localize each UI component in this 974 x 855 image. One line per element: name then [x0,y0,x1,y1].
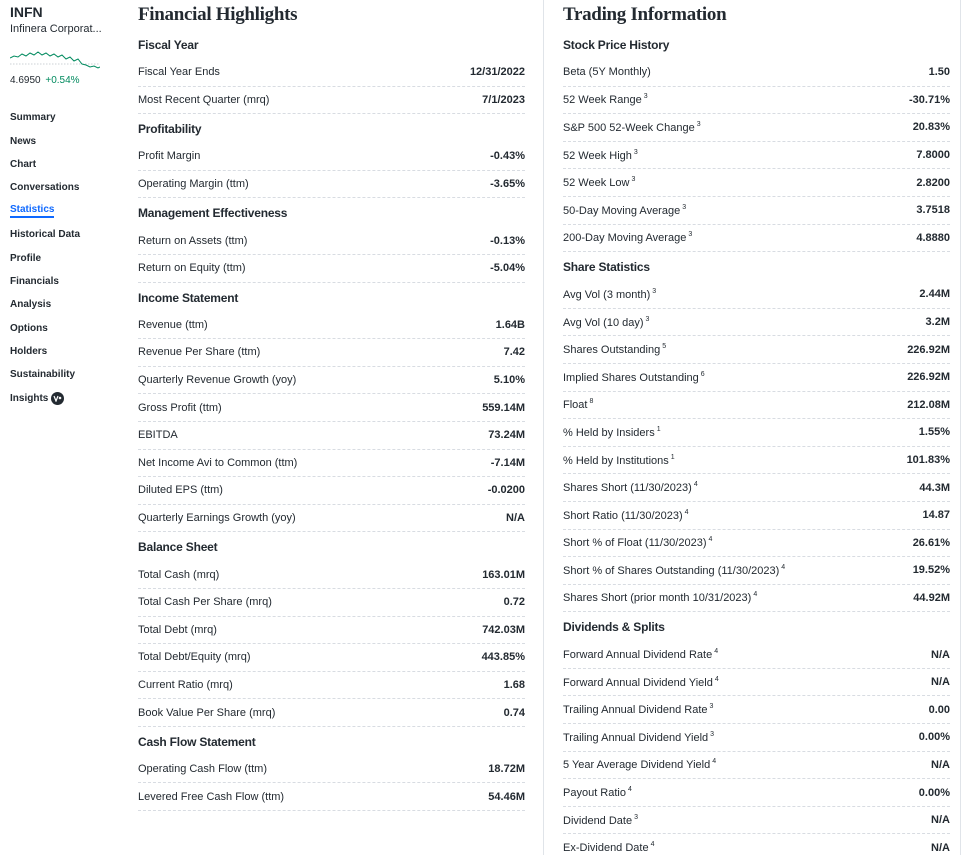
stat-label [138,178,249,190]
stat-value: 1.64B [495,318,525,331]
stat-label [138,66,220,78]
price-row [10,75,80,86]
trading-information-title: Trading Information [563,4,727,25]
stat-row-return-on-equity-ttm [138,255,525,283]
stat-label-text: Short Ratio (11/30/2023) [563,509,683,522]
stat-row-short-of-shares-outstanding-11-30-2023 [563,557,950,585]
nav-item-label: Summary [10,112,56,124]
stat-label [563,231,692,244]
stat-row-52-week-low [563,169,950,197]
footnote-marker: 4 [684,508,689,516]
stat-label [138,707,275,719]
footnote-marker: 1 [656,425,661,433]
nav-item-label: Holders [10,346,48,358]
footnote-marker: 3 [645,315,650,323]
section-title-dividends-splits: Dividends & Splits [563,620,665,635]
stat-label [138,319,208,331]
stat-value: 163.01M [482,568,525,581]
stat-row-total-cash-mrq [138,561,525,589]
stat-label [138,624,217,636]
stat-value: -5.04% [490,262,525,275]
stat-value: 19.52% [912,564,950,577]
stat-value: 14.87 [922,509,950,522]
stat-row-avg-vol-10-day [563,309,950,337]
stat-value: 3.2M [925,316,950,329]
stat-value: N/A [931,648,950,661]
section-title-share-statistics: Share Statistics [563,260,650,275]
stat-label-text: Net Income Avi to Common (ttm) [138,456,298,469]
stat-row-200-day-moving-average [563,225,950,253]
stat-value: 54.46M [488,790,525,803]
stat-row-gross-profit-ttm [138,394,525,422]
stat-label [138,94,269,106]
stat-label-text: Beta (5Y Monthly) [563,66,651,79]
footnote-marker: 3 [634,813,638,821]
stat-label [138,262,246,274]
stat-row-50-day-moving-average [563,197,950,225]
stat-value: 1.68 [503,678,525,691]
stat-row-current-ratio-mrq [138,672,525,700]
nav-summary[interactable] [10,106,110,129]
stat-value: -30.71% [909,93,950,106]
stat-row-forward-annual-dividend-rate [563,641,950,669]
trading-information-panel [563,0,950,855]
stat-row-ex-dividend-date [563,834,950,855]
stat-value: 73.24M [488,429,525,442]
footnote-marker: 4 [650,841,655,849]
nav-conversations[interactable] [10,176,110,199]
nav-holders[interactable] [10,340,110,363]
stat-value: 0.00% [918,786,950,799]
nav-item-label: Profile [10,252,42,264]
stat-row-52-week-high [563,142,950,170]
stat-label-text: Revenue Per Share (ttm) [138,346,261,359]
stat-row-quarterly-revenue-growth-yoy [138,367,525,395]
quote-sidebar [0,0,120,855]
footnote-marker: 1 [670,453,675,461]
stat-label [563,564,785,577]
stat-row-operating-margin-ttm [138,171,525,199]
stat-value: 0.00% [918,731,950,744]
stat-value: -3.65% [490,178,525,191]
stat-value: 226.92M [907,371,950,384]
stat-label [138,235,247,247]
stat-row-quarterly-earnings-growth-yoy [138,505,525,533]
stat-label-text: Fiscal Year Ends [138,66,220,79]
stat-row-forward-annual-dividend-yield [563,669,950,697]
footnote-marker: 3 [643,93,648,101]
yahoo-plus-badge-icon [51,392,64,405]
stat-label [563,149,638,162]
column-divider [543,0,544,855]
nav-item-label: Sustainability [10,369,76,381]
footnote-marker: 4 [781,563,786,571]
stat-label-text: Quarterly Earnings Growth (yoy) [138,512,296,525]
stat-row-operating-cash-flow-ttm [138,756,525,784]
nav-item-label: Analysis [10,299,52,311]
stat-label [563,676,719,689]
stat-label [138,484,223,496]
stat-row-shares-short-11-30-2023 [563,474,950,502]
stat-row-book-value-per-share-mrq [138,699,525,727]
company-name: Infinera Corporat... [10,23,102,35]
stat-value: 44.92M [913,591,950,604]
stat-label-text: 52 Week Range [563,94,642,107]
stat-label-text: Levered Free Cash Flow (ttm) [138,790,285,803]
stat-label-text: Operating Cash Flow (ttm) [138,763,267,776]
stat-label-text: Diluted EPS (ttm) [138,484,223,497]
financial-highlights-panel [138,0,525,811]
footnote-marker: 6 [700,370,705,378]
stat-value: 559.14M [482,401,525,414]
footnote-marker: 4 [693,481,698,489]
stat-label [563,343,666,356]
footnote-marker: 3 [652,287,657,295]
stat-label-text: Total Cash Per Share (mrq) [138,596,272,609]
stat-value: 1.55% [918,426,950,439]
stat-label-text: Trailing Annual Dividend Rate [563,704,708,717]
stat-value: 0.00 [928,703,950,716]
stat-label [563,841,655,854]
stat-value: 212.08M [907,398,950,411]
stat-label-text: Current Ratio (mrq) [138,678,233,691]
stat-label-text: % Held by Insiders [563,426,655,439]
stat-label-text: Gross Profit (ttm) [138,401,222,414]
footnote-marker: 3 [710,730,715,738]
stat-label [563,786,632,799]
nav-statistics[interactable] [10,200,110,223]
section-title-income-statement: Income Statement [138,290,239,305]
stat-label-text: 52 Week Low [563,177,630,190]
stat-label-text: Forward Annual Dividend Yield [563,676,713,689]
stat-row-dividend-date [563,807,950,835]
stat-value: 7/1/2023 [482,93,525,106]
footnote-marker: 3 [682,203,687,211]
stat-row-trailing-annual-dividend-yield [563,724,950,752]
nav-item-label: Insights [10,392,49,404]
stat-row-most-recent-quarter-mrq [138,87,525,115]
stat-label [563,66,651,78]
right-edge-divider [960,0,961,855]
stat-row-5-year-average-dividend-yield [563,752,950,780]
stat-label-text: Shares Short (11/30/2023) [563,482,692,495]
stat-label-text: Total Debt (mrq) [138,623,217,636]
stat-label [563,204,686,217]
nav-item-label: Financials [10,275,59,287]
stat-value: 18.72M [488,763,525,776]
ticker-symbol[interactable]: INFN [10,4,43,20]
stat-value: N/A [931,841,950,854]
stat-value: 7.42 [503,346,525,359]
stat-label-text: EBITDA [138,429,178,442]
stat-label-text: Return on Equity (ttm) [138,262,246,275]
stat-row-payout-ratio [563,779,950,807]
stat-label [563,731,714,744]
stat-label [138,791,284,803]
stat-row-total-debt-equity-mrq [138,644,525,672]
stat-row-s-p-500-52-week-change [563,114,950,142]
nav-item-label: Historical Data [10,229,81,241]
stat-label [563,371,705,384]
stat-label-text: Dividend Date [563,814,633,827]
footnote-marker: 4 [753,591,758,599]
nav-historical-data[interactable] [10,223,110,246]
nav-insights[interactable] [10,387,110,410]
stat-value: 44.3M [919,481,950,494]
stat-value: N/A [931,676,950,689]
stat-value: 20.83% [912,121,950,134]
stat-value: N/A [931,758,950,771]
stat-label [563,316,649,329]
stat-row-return-on-assets-ttm [138,227,525,255]
stat-row-held-by-insiders [563,419,950,447]
footnote-marker: 4 [712,758,717,766]
stat-label [563,536,712,549]
stat-label-text: Forward Annual Dividend Rate [563,649,713,662]
stat-label [138,374,296,386]
stat-row-trailing-annual-dividend-rate [563,696,950,724]
stat-label-text: Avg Vol (10 day) [563,316,644,329]
footnote-marker: 3 [631,176,636,184]
stat-row-net-income-avi-to-common-ttm [138,450,525,478]
stat-value: 26.61% [912,536,950,549]
stat-label-text: Float [563,399,588,412]
stat-label-text: % Held by Institutions [563,454,669,467]
stat-label [563,758,716,771]
stat-label-text: Total Cash (mrq) [138,568,220,581]
stat-row-revenue-per-share-ttm [138,339,525,367]
stat-label-text: Book Value Per Share (mrq) [138,706,276,719]
stat-row-ebitda [138,422,525,450]
stat-row-levered-free-cash-flow-ttm [138,783,525,811]
stat-value: 2.8200 [916,176,950,189]
stat-label [563,93,648,106]
stat-row-total-debt-mrq [138,617,525,645]
footnote-marker: 8 [589,398,594,406]
stat-value: 5.10% [493,374,525,387]
stat-label-text: Total Debt/Equity (mrq) [138,651,251,664]
section-title-management-effectiveness: Management Effectiveness [138,206,288,221]
stat-row-52-week-range [563,87,950,115]
stat-label-text: 50-Day Moving Average [563,204,681,217]
quote-nav [10,106,110,410]
financial-highlights-title: Financial Highlights [138,4,298,25]
stat-label-text: Ex-Dividend Date [563,842,649,855]
nav-news[interactable] [10,129,110,152]
stat-value: 742.03M [482,623,525,636]
footnote-marker: 4 [714,648,719,656]
section-title-stock-price-history: Stock Price History [563,38,670,52]
price-sparkline[interactable] [10,44,100,72]
stat-label [563,426,661,439]
nav-item-label: Conversations [10,182,80,194]
stat-row-total-cash-per-share-mrq [138,589,525,617]
stat-label [563,454,675,467]
stat-label [138,150,200,162]
stat-label [138,402,222,414]
nav-profile[interactable] [10,246,110,269]
stat-value: 2.44M [919,288,950,301]
stat-row-avg-vol-3-month [563,281,950,309]
stat-value: N/A [506,512,525,525]
nav-financials[interactable] [10,270,110,293]
stat-value: 443.85% [481,651,525,664]
stat-label-text: 5 Year Average Dividend Yield [563,759,711,772]
stat-value: -0.43% [490,150,525,163]
nav-item-label: News [10,135,37,147]
stat-value: 4.8880 [916,231,950,244]
stat-value: 101.83% [906,454,950,467]
section-title-cash-flow-statement: Cash Flow Statement [138,734,256,749]
stat-value: -0.0200 [487,484,525,497]
stat-label [563,481,698,494]
stat-label-text: Most Recent Quarter (mrq) [138,93,270,106]
stat-label [138,596,272,608]
nav-item-label: Options [10,322,48,334]
stat-label-text: Quarterly Revenue Growth (yoy) [138,374,297,387]
footnote-marker: 3 [633,148,638,156]
stat-label [138,651,250,663]
stat-label-text: Shares Short (prior month 10/31/2023) [563,592,752,605]
stat-label-text: Short % of Shares Outstanding (11/30/2023) [563,564,780,577]
footnote-marker: 4 [714,675,719,683]
stat-label [563,509,689,522]
stat-label-text: S&P 500 52-Week Change [563,121,695,134]
nav-item-label: Chart [10,158,37,170]
nav-chart[interactable] [10,153,110,176]
stat-label [138,457,297,469]
stat-label [563,288,656,301]
trading-information-body [563,30,950,855]
stat-label-text: 200-Day Moving Average [563,232,687,245]
nav-options[interactable] [10,317,110,340]
stat-value: 0.72 [503,596,525,609]
footnote-marker: 5 [662,343,667,351]
stat-row-revenue-ttm [138,312,525,340]
stat-row-fiscal-year-ends [138,59,525,87]
footnote-marker: 3 [709,703,714,711]
stat-value: 0.74 [503,706,525,719]
stat-label-text: 52 Week High [563,149,632,162]
stat-label-text: Avg Vol (3 month) [563,288,651,301]
stat-row-float [563,392,950,420]
footnote-marker: 4 [708,536,713,544]
stat-row-held-by-institutions [563,447,950,475]
stat-value: 226.92M [907,343,950,356]
nav-item-label: Statistics [10,204,54,218]
section-title-profitability: Profitability [138,122,202,137]
section-title-fiscal-year: Fiscal Year [138,38,199,52]
stat-row-implied-shares-outstanding [563,364,950,392]
stat-label [563,176,635,189]
stat-label [563,814,638,827]
stat-label [563,398,593,411]
stat-row-beta-5y-monthly [563,59,950,87]
stat-label-text: Profit Margin [138,150,201,163]
nav-analysis[interactable] [10,293,110,316]
footnote-marker: 4 [627,786,632,794]
stat-row-profit-margin [138,143,525,171]
stat-value: 1.50 [928,66,950,79]
stat-label-text: Shares Outstanding [563,344,661,357]
price-change-percent: +0.54% [45,75,80,86]
stat-label [563,703,713,716]
stat-label-text: Payout Ratio [563,787,626,800]
stat-label [563,648,718,661]
stat-label [138,569,219,581]
stat-label [138,346,260,358]
stat-row-short-ratio-11-30-2023 [563,502,950,530]
stat-label-text: Operating Margin (ttm) [138,178,249,191]
stat-row-shares-outstanding [563,336,950,364]
section-title-balance-sheet: Balance Sheet [138,540,218,555]
stat-label [138,679,233,691]
stat-value: 12/31/2022 [469,66,525,79]
footnote-marker: 3 [696,120,701,128]
stat-label-text: Implied Shares Outstanding [563,371,699,384]
stat-label-text: Return on Assets (ttm) [138,234,248,247]
stat-value: 7.8000 [916,149,950,162]
nav-sustainability[interactable] [10,363,110,386]
stat-row-shares-short-prior-month-10-31-2023 [563,585,950,613]
stat-label [563,121,701,134]
stat-row-diluted-eps-ttm [138,477,525,505]
stat-row-short-of-float-11-30-2023 [563,530,950,558]
last-price: 4.6950 [10,75,41,86]
stat-label [138,763,267,775]
financial-highlights-body [138,30,525,811]
stat-value: -7.14M [490,456,525,469]
stat-label-text: Trailing Annual Dividend Yield [563,731,709,744]
stat-value: 3.7518 [916,204,950,217]
stat-value: N/A [931,814,950,827]
stat-label [138,429,178,441]
stat-label-text: Short % of Float (11/30/2023) [563,537,707,550]
footnote-marker: 3 [688,231,693,239]
stat-label [138,512,296,524]
stat-label-text: Revenue (ttm) [138,318,208,331]
stat-label [563,591,757,604]
stat-value: -0.13% [490,234,525,247]
